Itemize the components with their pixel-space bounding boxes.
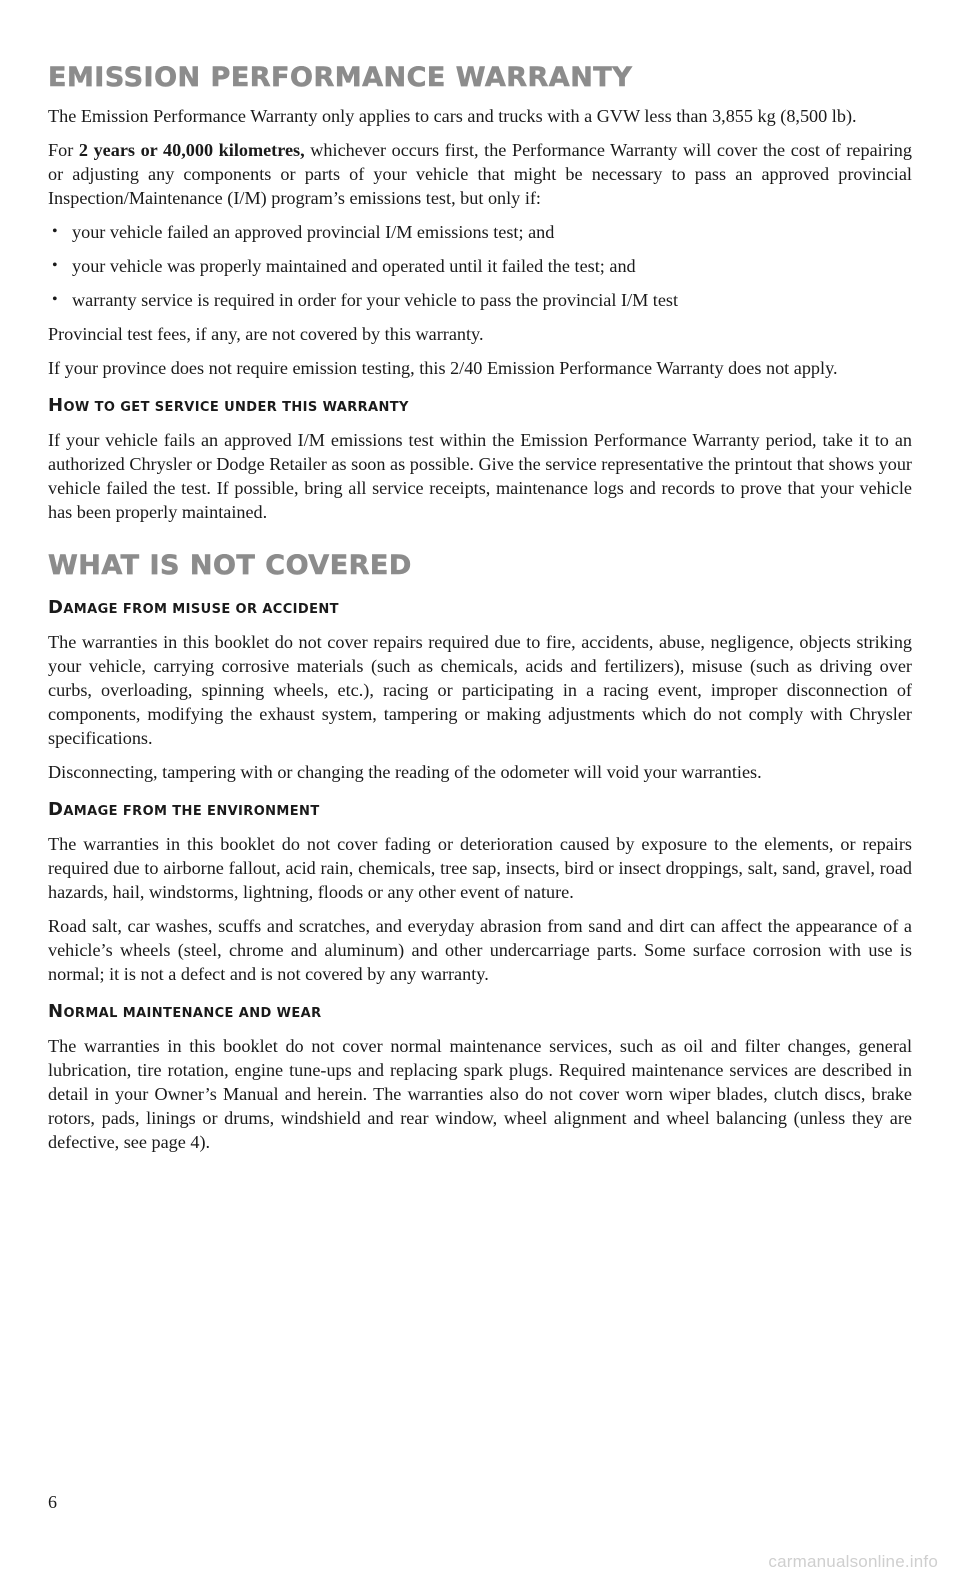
list-item xyxy=(48,288,912,312)
subheading-initial: D xyxy=(48,597,64,618)
paragraph-maintenance: The warranties in this booklet do not cover normal maintenance services, such as oil and filter changes, general lubrication, tire rotation, engine tune-ups and replacing spark plugs. Required maintenance services are described in detail in your Owner’s Manual and herein. The warranties also do not cover worn wiper blades, clutch discs, brake rotors, pads, linings or drums, windshield and rear window, wheel alignment and wheel balancing (unless they are defective, see page 4). xyxy=(48,1036,912,1152)
subheading-initial: H xyxy=(48,395,64,416)
paragraph-coverage xyxy=(48,138,912,210)
subheading-environment xyxy=(48,800,912,822)
document-page xyxy=(48,62,912,1164)
list-item-text: your vehicle failed an approved provincial I/M emissions test; and xyxy=(72,222,555,242)
section-title-emission-warranty: EMISSION PERFORMANCE WARRANTY xyxy=(48,62,633,93)
list-item-text: your vehicle was properly maintained and operated until it failed the test; and xyxy=(72,256,636,276)
paragraph-misuse: The warranties in this booklet do not cover repairs required due to fire, accidents, abuse, negligence, objects striking your vehicle, carrying corrosive materials (such as chemicals, acids and fertilizers), misuse (such as driving over curbs, overloading, spinning wheels, etc.), racing or participating in a racing event, improper disconnection of components, modifying the exhaust system, tampering or making adjustments which do not comply with Chrysler specifications. xyxy=(48,632,912,748)
paragraph-gvw: The Emission Performance Warranty only applies to cars and trucks with a GVW less than 3,855 kg (8,500 lb). xyxy=(48,106,857,126)
paragraph-road-salt: Road salt, car washes, scuffs and scratches, and everyday abrasion from sand and dirt can affect the appearance of a vehicle’s wheels (steel, chrome and aluminum) and other undercarriage parts. Some surface corrosion with use is normal; it is not a defect and is not covered by any warranty. xyxy=(48,916,912,984)
list-item xyxy=(48,220,912,244)
paragraph-province: If your province does not require emission testing, this 2/40 Emission Performance Warranty does not apply. xyxy=(48,358,838,378)
subheading-how-to-get-service xyxy=(48,396,912,418)
coverage-term: 2 years or 40,000 kilometres, xyxy=(78,140,305,160)
subheading-rest: AMAGE FROM MISUSE OR ACCIDENT xyxy=(63,602,339,617)
list-item-text: warranty service is required in order for your vehicle to pass the provincial I/M test xyxy=(72,290,679,310)
section-title-not-covered: WHAT IS NOT COVERED xyxy=(48,550,412,581)
subheading-initial: D xyxy=(48,799,64,820)
bullet-icon: • xyxy=(52,223,58,240)
subheading-rest: ORMAL MAINTENANCE AND WEAR xyxy=(63,1006,322,1021)
bullet-icon: • xyxy=(52,291,58,308)
paragraph-test-fees: Provincial test fees, if any, are not covered by this warranty. xyxy=(48,324,484,344)
subheading-rest: OW TO GET SERVICE UNDER THIS WARRANTY xyxy=(63,400,409,415)
paragraph-environment: The warranties in this booklet do not cover fading or deterioration caused by exposure to the elements, or repairs required due to airborne fallout, acid rain, chemicals, tree sap, insects, bird or insect droppings, salt, sand, gravel, road hazards, hail, windstorms, lightning, floods or any other event of nature. xyxy=(48,834,912,902)
watermark: carmanualsonline.info xyxy=(768,1552,938,1571)
page-number: 6 xyxy=(48,1492,57,1512)
subheading-maintenance xyxy=(48,1002,912,1024)
subheading-initial: N xyxy=(48,1001,64,1022)
paragraph-odometer: Disconnecting, tampering with or changing the reading of the odometer will void your warranties. xyxy=(48,762,762,782)
subheading-misuse xyxy=(48,598,912,620)
list-item xyxy=(48,254,912,278)
conditions-list xyxy=(48,220,912,312)
subheading-rest: AMAGE FROM THE ENVIRONMENT xyxy=(63,804,320,819)
coverage-text: whichever occurs first, the Performance Warranty will cover the cost of repairing or adjusting any components or parts of your vehicle that might be necessary to pass an approved provincial Inspection/Maintenance (I/M) program’s emissions test, but only if: xyxy=(48,140,912,208)
paragraph-service-steps: If your vehicle fails an approved I/M emissions test within the Emission Performance Warranty period, take it to an authorized Chrysler or Dodge Retailer as soon as possible. Give the service representative the printout that shows your vehicle failed the test. If possible, bring all service receipts, maintenance logs and records to prove that your vehicle has been properly maintained. xyxy=(48,430,912,522)
bullet-icon: • xyxy=(52,257,58,274)
coverage-prefix: For xyxy=(48,140,79,160)
